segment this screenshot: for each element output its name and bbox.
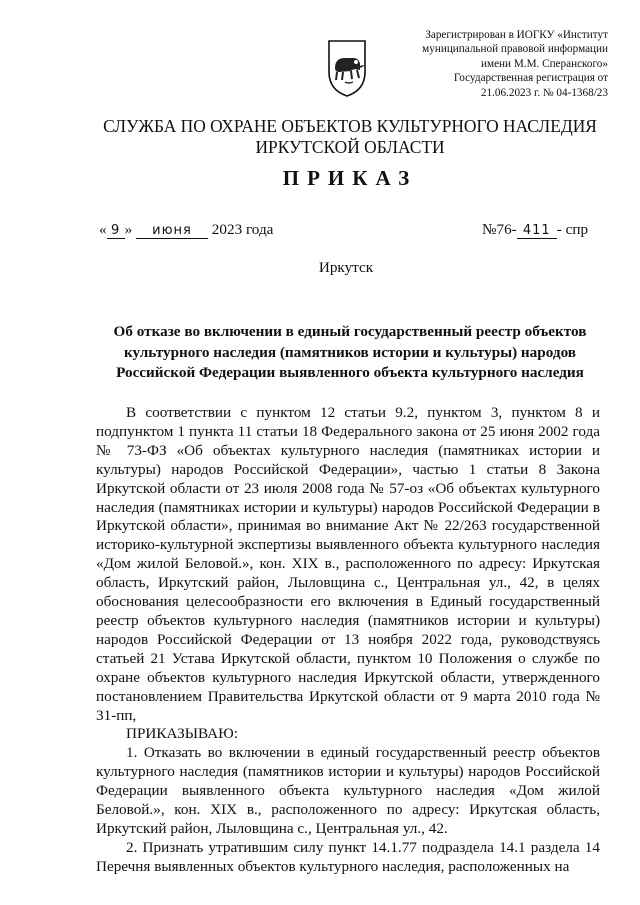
date-close-quote: » (124, 221, 133, 238)
document-number (482, 221, 588, 239)
registration-stamp (396, 28, 608, 100)
date-month-handwritten: июня (136, 223, 208, 239)
coat-of-arms-emblem-icon (323, 38, 371, 98)
agency-name (60, 116, 640, 158)
date-open-quote: « (99, 221, 107, 238)
registration-line-4: Государственная регистрация от (453, 72, 608, 85)
document-title: Об отказе во включении в единый государственный реестр объектов культурного наследия (памятников истории и культуры) народов Российской Федерации выявленного объекта культурного наследия (113, 323, 587, 381)
registration-line-3: имени М.М. Сперанского» (481, 57, 608, 70)
agency-name-line-2: ИРКУТСКОЙ ОБЛАСТИ (255, 137, 445, 157)
registration-line-2: муниципальной правовой информации (422, 43, 608, 56)
document-date (99, 221, 273, 239)
document-type-heading: ПРИКАЗ (282, 166, 418, 190)
document-number-handwritten: 411 (517, 223, 557, 239)
order-item-2: 2. Признать утратившим силу пункт 14.1.77 подраздела 14.1 раздела 14 Перечня выявленных объектов культурного наследия, расположенных на (96, 838, 600, 875)
agency-name-line-1: СЛУЖБА ПО ОХРАНЕ ОБЪЕКТОВ КУЛЬТУРНОГО НАСЛЕДИЯ (103, 116, 597, 136)
date-day-handwritten: 9 (107, 223, 125, 239)
city-name: Иркутск (318, 259, 374, 276)
document-number-suffix: - спр (556, 221, 589, 238)
registration-line-5: 21.06.2023 г. № 04-1368/23 (480, 86, 608, 99)
document-number-prefix: №76- (482, 221, 517, 238)
preamble-paragraph: В соответствии с пунктом 12 статьи 9.2, пунктом 3, пунктом 8 и подпунктом 1 пункта 11 статьи 18 Федерального закона от 25 июня 2002 года № 73-ФЗ «Об объектах культурного наследия (памятниках истории и культуры) народов Российской Федерации», частью 1 статьи 8 Закона Иркутской области от 23 июля 2008 года № 57-оз «Об объектах культурного наследия (памятниках истории и культуры) народов Российской Федерации в Иркутской области», принимая во внимание Акт № 22/263 государственной историко-культурной экспертизы выявленного объекта культурного наследия «Дом жилой Беловой.», кон. XIX в., расположенного по адресу: Иркутская область, Иркутский район, Лыловщина с., Центральная ул., 42, в целях обоснования целесообразности его включения в Единый государственный реестр объектов культурного наследия (памятников истории и культуры) народов Российской Федерации от 13 ноября 2022 года, руководствуясь статьей 21 Устава Иркутской области, пунктом 10 Положения о службе по охране объектов культурного наследия Иркутской области, утвержденного постановлением Правительства Иркутской области от 9 марта 2010 года № 31-пп, (96, 404, 600, 724)
date-number-line (0, 221, 640, 243)
document-body (96, 404, 600, 877)
date-year: 2023 года (211, 221, 274, 238)
order-word: ПРИКАЗЫВАЮ: (126, 725, 238, 743)
registration-line-1: Зарегистрирован в ИОГКУ «Институт (425, 29, 608, 41)
order-item-1: 1. Отказать во включении в единый государственный реестр объектов культурного наследия (памятников истории и культуры) народов Российской Федерации выявленного объекта культурного наследия «Дом жилой Беловой.», кон. XIX в., расположенного по адресу: Иркутская область, Иркутский район, Лыловщина с., Центральная ул., 42. (96, 744, 600, 837)
